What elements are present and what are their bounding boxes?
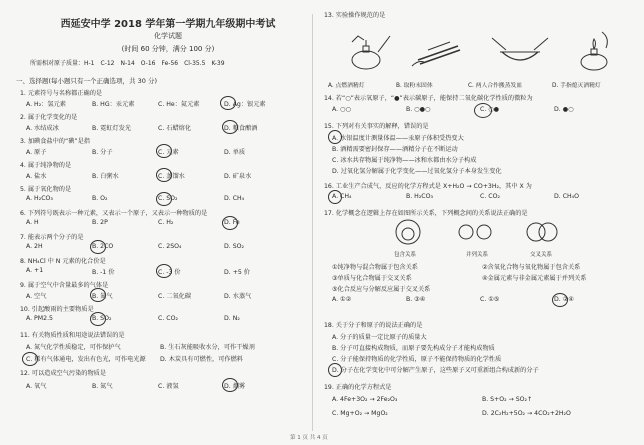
question-option[interactable]: B. 分子 [92, 149, 113, 156]
answer-circle-mark [328, 190, 342, 204]
answer-circle-mark [328, 363, 342, 377]
question-5-stem: 5. 属于氧化物的是 [20, 186, 72, 193]
question-9-stem: 9. 属于空气中含量最多的气体是 [20, 282, 109, 289]
answer-circle-mark [222, 216, 238, 230]
question-option[interactable]: B. O₂ [92, 195, 108, 202]
question-11-stem: 11. 有关物质性质和用途说法错误的是 [20, 332, 125, 339]
question-item[interactable]: A. 分子的质量一定比原子的质量大 [332, 334, 427, 341]
question-option[interactable]: A. 盐水 [26, 173, 47, 180]
parallel-diagram-icon [459, 225, 491, 239]
containment-diagram-icon [396, 220, 420, 244]
question-option[interactable]: C. 蒸馏水 [158, 173, 185, 180]
question-option[interactable]: B. 2P [92, 219, 108, 226]
question-option[interactable]: C. 稀有气体通电，发出有色光，可作电光源 [26, 356, 146, 363]
answer-circle-mark [156, 192, 172, 206]
section-heading: 一、选择题(每小题只有一个正确选项，共 30 分) [16, 77, 157, 85]
question-option[interactable]: D. CH₄O [554, 193, 580, 200]
answer-circle-mark [552, 293, 568, 307]
question-item[interactable]: D. 过氧化氢分解属于化学变化——过氧化氢分子本身发生变化 [332, 168, 502, 175]
answer-circle-mark [220, 96, 236, 110]
question-item[interactable]: C. 冰水共存物属于纯净物——冰和水都由水分子构成 [332, 157, 477, 164]
question-option[interactable]: A. 空气 [26, 293, 47, 300]
question-option[interactable]: A. H [26, 219, 39, 226]
question-option[interactable]: B. ③④ [406, 296, 426, 303]
question-option[interactable]: C. -3 价 [158, 269, 181, 276]
venn-label: 包含关系 [394, 252, 417, 258]
question-option[interactable]: D. 烟雾 [224, 383, 246, 390]
question-option[interactable]: B. ○●○ [406, 106, 431, 113]
lab-caption-b[interactable]: B. 取粉末固体 [396, 83, 433, 89]
question-8-stem: 8. NH₄Cl 中 N 元素的化合价是 [20, 258, 106, 265]
test-tube-icon [412, 42, 460, 66]
answer-circle-mark [156, 168, 172, 182]
alcohol-lamp-icon [352, 36, 390, 69]
question-option[interactable]: C. 二氧化碳 [158, 293, 192, 300]
question-12-options [26, 381, 290, 390]
question-item: ⑤化合反应与分解反应属于交叉关系 [332, 286, 431, 293]
left-column [8, 0, 308, 445]
question-option[interactable]: B. HG：汞元素 [92, 101, 135, 108]
answer-circle-mark [222, 378, 238, 392]
question-option[interactable]: B. 2CO [92, 243, 114, 250]
question-item[interactable]: D. 分子在化学变化中可分解产生原子，这些原子又可重新组合构成新的分子 [332, 367, 539, 374]
question-option[interactable]: D. CH₄ [224, 195, 245, 202]
question-18-stem: 18. 关于分子和原子的说法正确的是 [324, 322, 423, 329]
question-option[interactable]: D. +5 价 [224, 269, 250, 276]
question-option[interactable]: A. 2H [26, 243, 43, 250]
question-option[interactable]: A. H₂CO₃ [26, 195, 53, 202]
evaporating-dish-icon [492, 38, 548, 60]
question-option[interactable]: C. ①⑤ [480, 296, 500, 303]
question-option[interactable]: A. H₂：氢元素 [26, 101, 66, 108]
question-option[interactable]: C. Mg+O₂ → MgO₂ [332, 410, 388, 417]
question-item: ②含氧化合物与氧化物属于包含关系 [482, 264, 581, 271]
question-item[interactable]: B. 分子可直接构成物质，而原子要先构成分子才能构成物质 [332, 345, 495, 352]
lab-caption-d[interactable]: D. 手指熄灭酒精灯 [552, 83, 601, 89]
question-option[interactable]: D. 矿泉水 [224, 173, 252, 180]
question-option[interactable]: C. H₂ [158, 219, 174, 226]
venn-label: 交叉关系 [530, 252, 553, 258]
question-option[interactable]: D. N₂ [224, 315, 240, 322]
question-item: ①纯净物与混合物属于包含关系 [332, 264, 418, 271]
lab-caption-c[interactable]: C. 两人合作搬蒸发皿 [468, 83, 523, 89]
question-option[interactable]: B. 氮气 [92, 383, 113, 390]
question-16-stem: 16. 工业生产合成气，反应的化学方程式是 X+H₂O → CO+3H₂，其中 X 为 [324, 183, 532, 190]
atomic-masses: 所需相对原子质量：H-1 C-12 N-14 O-16 Fe-56 Cl-35.5 K-39 [30, 60, 225, 67]
right-column [318, 0, 640, 445]
question-2-stem: 2. 属于化学变化的是 [20, 114, 78, 121]
question-option[interactable]: C. 石蜡熔化 [158, 125, 192, 132]
venn-label: 并列关系 [466, 252, 489, 258]
question-option[interactable]: A. 原子 [26, 149, 47, 156]
question-option[interactable]: D. Ag：银元素 [224, 101, 266, 108]
question-option[interactable]: B. 霓虹灯发光 [92, 125, 132, 132]
question-7-options [26, 243, 290, 250]
answer-circle-mark [90, 240, 106, 254]
question-option[interactable]: D. 木炭具有可燃性，可作燃料 [160, 356, 243, 363]
question-option[interactable]: B. H₂CO₃ [406, 193, 433, 200]
question-6-options [26, 219, 290, 226]
question-1-stem: 1. 元素符号与名称都正确的是 [20, 90, 103, 97]
question-16-options [332, 193, 628, 200]
question-option[interactable]: A. 氮气化学性质稳定，可作保护气 [26, 344, 121, 351]
question-option[interactable]: D. ②④ [554, 296, 574, 303]
question-option[interactable]: A. 氧气 [26, 383, 47, 390]
question-option[interactable]: B. S+O₂ → SO₂↑ [482, 396, 533, 403]
column-divider [312, 14, 313, 431]
question-option[interactable]: C. 元素 [158, 149, 179, 156]
question-15-stem: 15. 下列对有关事实的解释，错误的是 [324, 123, 429, 130]
question-13-stem: 13. 实验操作规范的是 [324, 12, 386, 19]
question-option[interactable]: C. 2SO₄ [158, 243, 182, 250]
question-option[interactable]: C. CO₂ [480, 193, 500, 200]
question-option[interactable]: B. -1 价 [92, 269, 115, 276]
answer-circle-mark [90, 288, 106, 302]
intersection-diagram-icon [527, 223, 557, 241]
answer-circle-mark [474, 103, 492, 118]
question-option[interactable]: A. +1 [26, 267, 44, 274]
question-item[interactable]: B. 酒精需要密封保存——酒精分子在不断运动 [332, 146, 458, 153]
question-6-stem: 6. 下列符号既表示一种元素，又表示一个原子，又表示一种物质的是 [20, 210, 208, 217]
question-item: ④金属元素与非金属元素属于并列关系 [482, 275, 587, 282]
question-item[interactable]: A. 水银温度计测量体温——汞原子体积受热变大 [332, 135, 464, 142]
question-option[interactable]: A. ①② [332, 296, 352, 303]
question-4-stem: 4. 属于纯净物的是 [20, 162, 72, 169]
finger-extinguish-icon [581, 32, 607, 70]
answer-circle-mark [22, 352, 38, 366]
question-12-stem: 12. 可以造成空气污染的物质是 [20, 370, 107, 377]
question-option[interactable]: C. SO₂ [158, 195, 178, 202]
answer-circle-mark [328, 130, 342, 144]
venn-diagrams [378, 218, 578, 248]
question-10-options [26, 315, 290, 322]
exam-title: 西延安中学 2018 学年第一学期九年级期中考试 [60, 19, 276, 30]
question-14-stem: 14. 若“○”表示氧原子，“●”表示碳原子，能保持二氧化碳化学性质的微粒为 [324, 95, 533, 102]
question-7-stem: 7. 能表示两个分子的是 [20, 234, 84, 241]
question-option[interactable]: D. 2C₂H₂+5O₂ → 4CO₂+2H₂O [482, 410, 571, 417]
question-option[interactable]: C. He：氦元素 [158, 101, 200, 108]
question-item[interactable]: C. 分子能保持物质的化学性质，原子不能保持物质的化学性质 [332, 356, 502, 363]
question-17-stem: 17. 化学概念在逻辑上存在如图所示关系，下列概念间的关系说法正确的是 [324, 210, 528, 217]
question-option[interactable]: B. 白粥水 [92, 173, 119, 180]
question-option[interactable]: D. 单质 [224, 149, 246, 156]
page-number: 第 1 页 共 4 页 [290, 435, 328, 441]
question-option[interactable]: B. SO₂ [92, 315, 112, 322]
question-option[interactable]: A. CH₄ [332, 193, 352, 200]
question-option[interactable]: C. CO₂ [158, 315, 178, 322]
question-item: ③单质与化合物属于交叉关系 [332, 275, 412, 282]
question-2-options [26, 123, 290, 132]
question-option[interactable]: D. 水蒸气 [224, 293, 252, 300]
question-option[interactable]: A. 水结成冰 [26, 125, 59, 132]
answer-circle-mark [156, 264, 172, 278]
question-19-stem: 19. 正确的化学方程式是 [324, 384, 392, 391]
question-option[interactable]: D. 粮食酿酒 [224, 125, 258, 132]
answer-circle-mark [222, 120, 238, 134]
question-option[interactable]: D. ●○ [554, 106, 574, 113]
question-option[interactable]: A. 4Fe+3O₂ → 2Fe₂O₃ [332, 396, 398, 403]
question-17-options [332, 296, 628, 303]
question-3-stem: 3. 加碘食盐中的“碘”是指 [20, 138, 90, 145]
question-option[interactable]: D. Fe [224, 219, 240, 226]
time-info: (时间 60 分钟，满分 100 分) [121, 45, 215, 53]
question-1-options [26, 99, 290, 108]
question-10-stem: 10. 引起酸雨的主要物质是 [20, 306, 94, 313]
question-option[interactable]: B. 氮气 [92, 293, 113, 300]
answer-circle-mark [90, 312, 106, 326]
question-option[interactable]: D. SO₂ [224, 243, 244, 250]
question-option[interactable]: C. 液氢 [158, 383, 179, 390]
lab-caption-a[interactable]: A. 点燃酒精灯 [328, 83, 365, 89]
answer-circle-mark [156, 144, 172, 158]
lab-illustrations [332, 22, 632, 80]
question-option[interactable]: C. ○● [480, 106, 500, 113]
exam-subtitle: 化学试题 [154, 32, 182, 40]
question-9-options [26, 291, 290, 300]
question-option[interactable]: A. ○○ [332, 106, 351, 113]
question-option[interactable]: B. 生石灰能吸收水分，可作干燥剂 [160, 344, 255, 351]
question-option[interactable]: A. PM2.5 [26, 315, 53, 322]
